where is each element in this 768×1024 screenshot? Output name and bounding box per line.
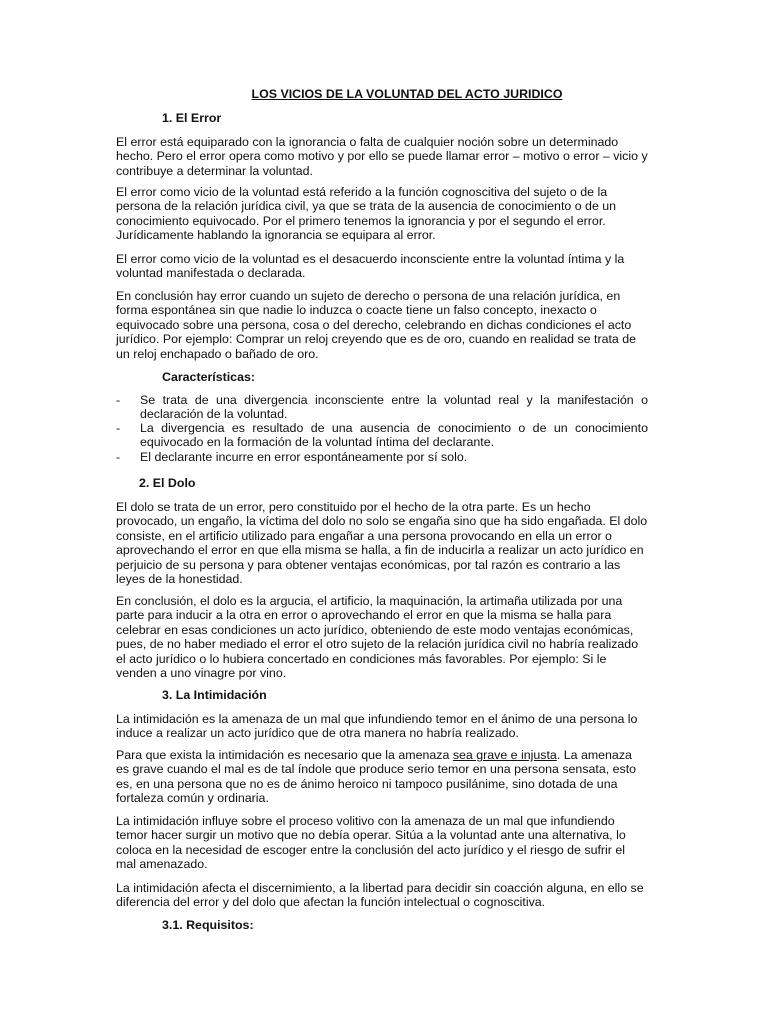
heading-characteristics: Características: <box>162 370 255 384</box>
paragraph: La intimidación es la amenaza de un mal que infundiendo temor en el ánimo de una persona lo induce a realizar un acto jurídico que de otra manera no habría realizado. <box>116 712 638 741</box>
bullet-dash: - <box>116 421 121 435</box>
heading-requisitos: 3.1. Requisitos: <box>162 918 254 932</box>
paragraph: En conclusión, el dolo es la argucia, el artificio, la maquinación, la artimaña utilizada por una parte para inducir a la otra en error o aprovechando el error en que la misma se halla para celebrar en esas condiciones un acto jurídico, obteniendo de este modo ventajas económicas, pues, de no haber mediado el error el otro sujeto de la relación jurídica civil no habría realizado el acto jurídico o lo hubiera concertado en condiciones más favorables. Por ejemplo: Si le venden a uno vinagre por vino. <box>116 594 639 681</box>
paragraph: La intimidación afecta el discernimiento, a la libertad para decidir sin coacción alguna, en ello se diferencia del error y del dolo que afectan la función intelectual o cognoscitiva. <box>116 881 644 910</box>
paragraph: El error está equiparado con la ignorancia o falta de cualquier noción sobre un determinado hecho. Pero el error opera como motivo y por ello se puede llamar error – motivo o error – vicio y contribuye a determinar la voluntad. <box>116 135 648 178</box>
paragraph: El error como vicio de la voluntad está referido a la función cognoscitiva del sujeto o de la persona de la relación jurídica civil, ya que se trata de la ausencia de conocimiento o de un conocimiento equivocado. Por el primero tenemos la ignorancia y por el segundo el error. Jurídicamente hablando la ignorancia se equipara al error. <box>116 185 617 243</box>
list-item-text: Se trata de una divergencia inconsciente entre la voluntad real y la manifestación o declaración de la voluntad. <box>140 393 648 422</box>
bullet-dash: - <box>116 450 121 464</box>
paragraph: El error como vicio de la voluntad es el desacuerdo inconsciente entre la voluntad íntima y la voluntad manifestada o declarada. <box>116 252 625 281</box>
paragraph-text: Para que exista la intimidación es necesario que la amenaza <box>116 748 453 762</box>
underlined-phrase: sea grave e injusta <box>452 748 557 762</box>
heading-dolo: 2. El Dolo <box>139 476 196 490</box>
bullet-dash: - <box>116 393 121 407</box>
paragraph: El dolo se trata de un error, pero constituido por el hecho de la otra parte. Es un hecho provocado, un engaño, la víctima del dolo no solo se engaña sino que ha sido engañada. El dolo consiste, en el artificio utilizado para engañar a una persona provocando en ella un error o aprovechando el error en que ella misma se halla, a fin de inducirla a realizar un acto jurídico en perjuicio de su persona y para obtener ventajas económicas, por tal razón es contrario a las leyes de la honestidad. <box>116 500 648 587</box>
paragraph: La intimidación influye sobre el proceso volitivo con la amenaza de un mal que infundiendo temor hacer surgir un motivo que no debía operar. Sitúa a la voluntad ante una alternativa, lo coloca en la necesidad de escoger entre la conclusión del acto jurídico y el riesgo de sufrir el mal amenazado. <box>116 814 626 872</box>
list-item-text: El declarante incurre en error espontáneamente por sí solo. <box>140 450 468 464</box>
heading-error: 1. El Error <box>162 111 222 125</box>
paragraph: En conclusión hay error cuando un sujeto de derecho o persona de una relación jurídica, en forma espontánea sin que nadie lo induzca o coacte tiene un falso concepto, inexacto o equivocado sobre una persona, cosa o del derecho, celebrando en dichas condiciones el acto jurídico. Por ejemplo: Comprar un reloj creyendo que es de oro, cuando en realidad se trata de un reloj enchapado o bañado de oro. <box>116 289 637 361</box>
paragraph-text: . La amenaza es grave cuando el mal es de tal índole que produce serio temor en una persona sensata, esto es, en una persona que no es de ánimo heroico ni tampoco pusilánime, sino dotada de una fortaleza común y ordinaria. <box>116 748 637 806</box>
paragraph <box>116 748 648 806</box>
list-item-text: La divergencia es resultado de una ausencia de conocimiento o de un conocimiento equivocado en la formación de la voluntad íntima del declarante. <box>140 421 648 450</box>
document-title: LOS VICIOS DE LA VOLUNTAD DEL ACTO JURIDICO <box>251 87 563 101</box>
heading-intimidacion: 3. La Intimidación <box>162 688 267 702</box>
